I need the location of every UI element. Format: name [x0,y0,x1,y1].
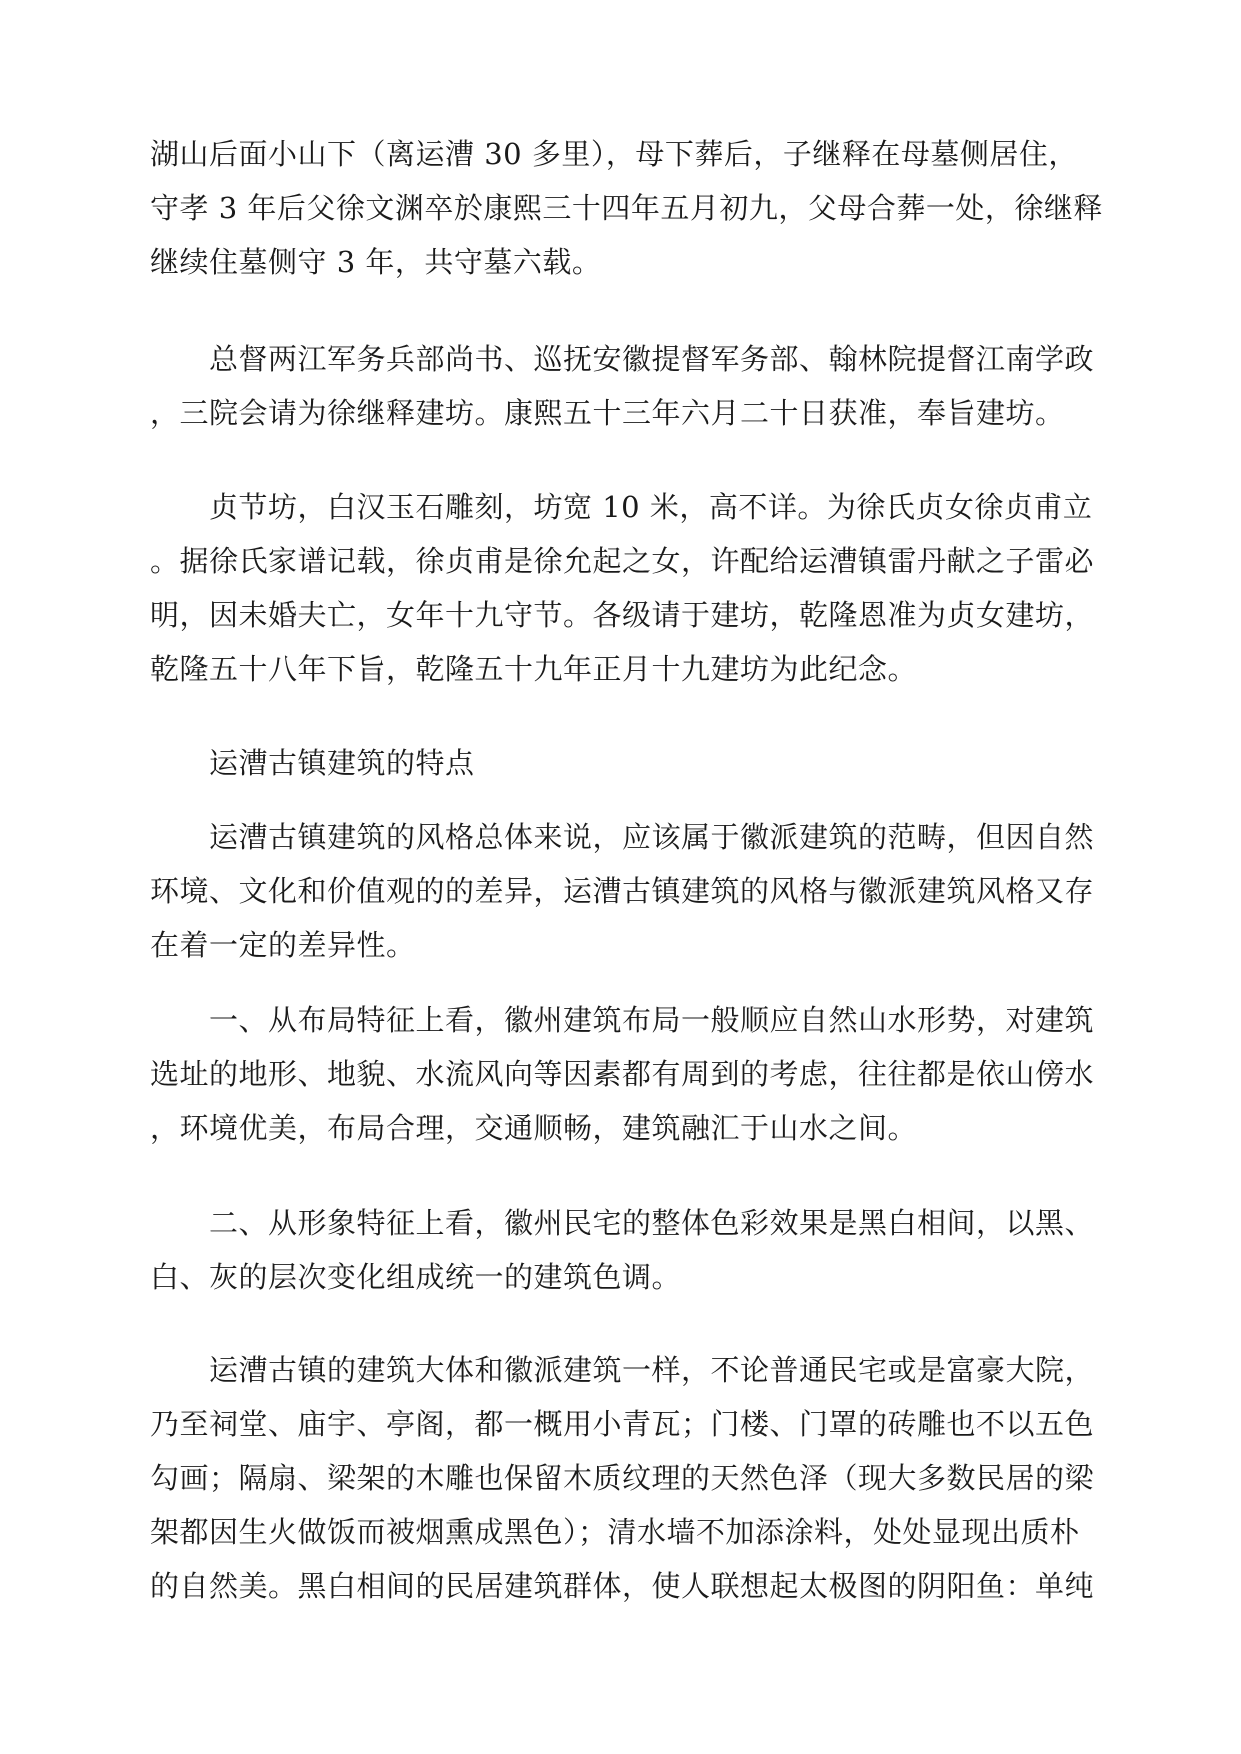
text-line: 继续住墓侧守 3 年，共守墓六载。 [150,245,602,279]
section-heading: 运漕古镇建筑的特点 [150,746,475,780]
text-line: 环境、文化和价值观的的差异，运漕古镇建筑的风格与徽派建筑风格又存 [150,874,1095,908]
text-line: 守孝 3 年后父徐文渊卒於康熙三十四年五月初九，父母合葬一处，徐继释 [150,191,1103,225]
text-line: 的自然美。黑白相间的民居建筑群体，使人联想起太极图的阴阳鱼：单纯 [150,1569,1095,1603]
text-line: 贞节坊，白汉玉石雕刻，坊宽 10 米，高不详。为徐氏贞女徐贞甫立 [150,490,1093,524]
text-line: ，三院会请为徐继释建坊。康熙五十三年六月二十日获准，奉旨建坊。 [150,396,1065,430]
text-line: 明，因未婚夫亡，女年十九守节。各级请于建坊，乾隆恩准为贞女建坊， [150,598,1095,632]
text-line: 一、从布局特征上看，徽州建筑布局一般顺应自然山水形势，对建筑 [150,1003,1095,1037]
text-line: 运漕古镇的建筑大体和徽派建筑一样，不论普通民宅或是富豪大院， [150,1353,1095,1387]
text-line: 二、从形象特征上看，徽州民宅的整体色彩效果是黑白相间，以黑、 [150,1206,1095,1240]
text-line: 乾隆五十八年下旨，乾隆五十九年正月十九建坊为此纪念。 [150,652,918,686]
text-line: 湖山后面小山下（离运漕 30 多里），母下葬后，子继释在母墓侧居住， [150,137,1078,171]
text-line: 勾画；隔扇、梁架的木雕也保留木质纹理的天然色泽（现大多数民居的梁 [150,1461,1095,1495]
text-line: 在着一定的差异性。 [150,928,416,962]
text-line: 乃至祠堂、庙宇、亭阁，都一概用小青瓦；门楼、门罩的砖雕也不以五色 [150,1407,1095,1441]
text-line: 架都因生火做饭而被烟熏成黑色）；清水墙不加添涂料，处处显现出质朴 [150,1515,1080,1549]
text-line: 运漕古镇建筑的风格总体来说，应该属于徽派建筑的范畴，但因自然 [150,820,1095,854]
text-line: 白、灰的层次变化组成统一的建筑色调。 [150,1260,682,1294]
text-line: 。据徐氏家谱记载，徐贞甫是徐允起之女，许配给运漕镇雷丹献之子雷必 [150,544,1095,578]
text-line: 选址的地形、地貌、水流风向等因素都有周到的考虑，往往都是依山傍水 [150,1057,1095,1091]
text-line: 总督两江军务兵部尚书、巡抚安徽提督军务部、翰林院提督江南学政 [150,342,1095,376]
text-line: ，环境优美，布局合理，交通顺畅，建筑融汇于山水之间。 [150,1111,918,1145]
